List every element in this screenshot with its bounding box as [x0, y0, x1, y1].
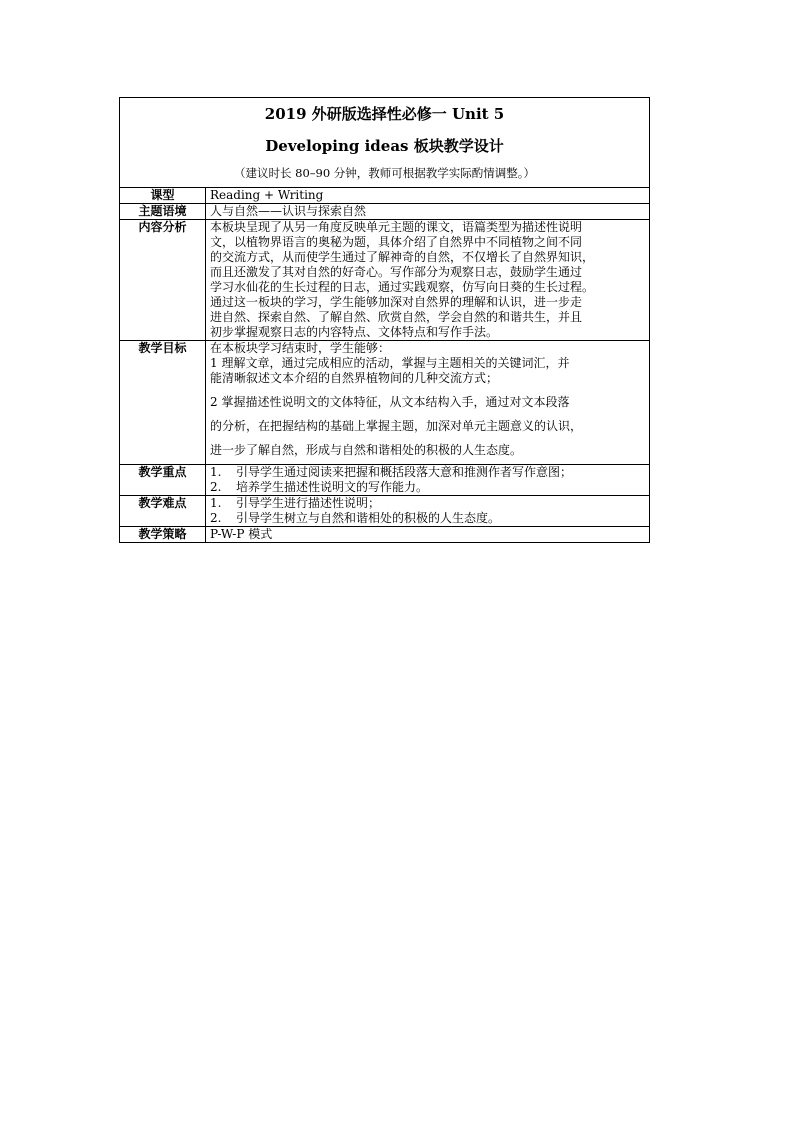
analysis-line: 而且还激发了其对自然的好奇心。写作部分为观察日志，鼓励学生通过 [210, 265, 583, 279]
key-points-label: 教学重点 [120, 465, 206, 496]
key-points-content [206, 465, 650, 496]
goal-line: 能清晰叙述文本介绍的自然界植物间的几种交流方式； [210, 371, 499, 385]
difficulties-row [120, 496, 650, 527]
difficulties-label: 教学难点 [120, 496, 206, 527]
analysis-label: 内容分析 [120, 220, 206, 341]
list-text: 引导学生树立与自然和谐相处的积极的人生态度。 [236, 511, 501, 525]
duration-note: （建议时长 80–90 分钟，教师可根据教学实际酌情调整。） [233, 166, 536, 180]
header-row [120, 98, 650, 188]
difficulties-content [206, 496, 650, 527]
header-cell [120, 98, 650, 188]
type-value: Reading + Writing [206, 188, 650, 204]
strategy-label: 教学策略 [120, 527, 206, 543]
strategy-row [120, 527, 650, 543]
list-text: 培养学生描述性说明文的写作能力。 [236, 480, 429, 494]
analysis-line: 通过这一板块的学习，学生能够加深对自然界的理解和认识，进一步走 [210, 295, 583, 309]
list-number: 2. [210, 480, 222, 494]
theme-value: 人与自然——认识与探索自然 [206, 204, 650, 220]
goals-row [120, 341, 650, 465]
goals-intro: 在本板块学习结束时，学生能够： [210, 341, 391, 355]
goal-line: 进一步了解自然，形成与自然和谐相处的积极的人生态度。 [210, 443, 523, 457]
analysis-line: 学习水仙花的生长过程的日志，通过实践观察，仿写向日葵的生长过程。 [210, 280, 595, 294]
lesson-plan-table [119, 97, 650, 543]
goal-line: 1 理解文章，通过完成相应的活动，掌握与主题相关的关键词汇，并 [210, 356, 570, 370]
analysis-row [120, 220, 650, 341]
list-item [210, 511, 645, 526]
theme-label: 主题语境 [120, 204, 206, 220]
list-item [210, 480, 645, 495]
list-number: 1. [210, 465, 222, 479]
type-row [120, 188, 650, 204]
goals-content [206, 341, 650, 465]
analysis-line: 的交流方式，从而使学生通过了解神奇的自然，不仅增长了自然界知识， [210, 250, 595, 264]
list-number: 2. [210, 511, 222, 525]
document-title: 2019 外研版选择性必修一 Unit 5 [264, 105, 505, 123]
list-item [210, 496, 645, 511]
theme-row [120, 204, 650, 220]
list-text: 引导学生进行描述性说明； [236, 496, 381, 510]
list-item [210, 465, 645, 480]
type-label: 课型 [120, 188, 206, 204]
document-subtitle: Developing ideas 板块教学设计 [265, 137, 504, 155]
list-number: 1. [210, 496, 222, 510]
goals-label: 教学目标 [120, 341, 206, 465]
key-points-row [120, 465, 650, 496]
analysis-line: 进自然、探索自然、了解自然、欣赏自然，学会自然的和谐共生，并且 [210, 310, 583, 324]
analysis-line: 初步掌握观察日志的内容特点、文体特点和写作手法。 [210, 325, 499, 339]
analysis-content [206, 220, 650, 341]
goal-line: 的分析，在把握结构的基础上掌握主题，加深对单元主题意义的认识， [210, 419, 583, 433]
goal-line: 2 掌握描述性说明文的文体特征，从文本结构入手，通过对文本段落 [210, 395, 570, 409]
list-text: 引导学生通过阅读来把握和概括段落大意和推测作者写作意图； [236, 465, 573, 479]
analysis-line: 本板块呈现了从另一角度反映单元主题的课文，语篇类型为描述性说明 [210, 220, 583, 234]
strategy-value: P-W-P 模式 [206, 527, 650, 543]
analysis-line: 文，以植物界语言的奥秘为题，具体介绍了自然界中不同植物之间不同 [210, 235, 583, 249]
